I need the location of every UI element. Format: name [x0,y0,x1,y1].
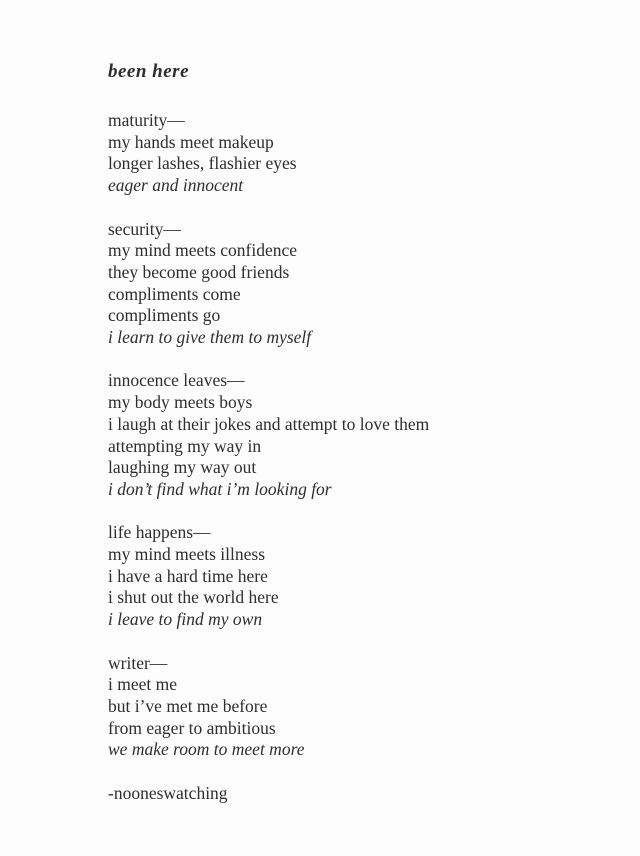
poem-refrain-line: i leave to find my own [108,609,263,630]
poem-line: my mind meets confidence [108,240,298,261]
poem-line: i shut out the world here [108,587,279,608]
poem-line: i meet me [108,674,178,695]
poem-line: security— [108,218,181,239]
poem-refrain-line: eager and innocent [108,175,244,196]
poem-line: compliments go [108,305,221,326]
poem-line: writer— [108,652,168,673]
poem-line: laughing my way out [108,457,257,478]
poem-line: life happens— [108,522,211,543]
stanza-security [108,219,610,349]
poem-signature: -nooneswatching [108,782,228,803]
poem-line: from eager to ambitious [108,717,276,738]
poem-line: i have a hard time here [108,565,268,586]
stanza-life-happens [108,522,610,631]
poem-refrain-line: i learn to give them to myself [108,327,312,348]
stanza-innocence-leaves [108,370,610,500]
poem-line: i laugh at their jokes and attempt to love them [108,413,430,434]
poem-refrain-line: we make room to meet more [108,739,305,760]
poem-line: compliments come [108,283,241,304]
poem-line: my body meets boys [108,392,253,413]
poem-line: maturity— [108,110,185,130]
stanza-maturity [108,110,610,197]
stanza-writer [108,653,610,762]
poem-line: my mind meets illness [108,544,266,565]
poem-line: innocence leaves— [108,370,245,391]
poem-refrain-line: i don’t find what i’m looking for [108,478,332,499]
poem-line: my hands meet makeup [108,131,274,152]
poem-line: longer lashes, flashier eyes [108,153,297,174]
poem-line: attempting my way in [108,435,262,456]
poem-line: but i’ve met me before [108,695,268,716]
poem-line: they become good friends [108,261,290,282]
poem-title: been here [108,61,190,82]
